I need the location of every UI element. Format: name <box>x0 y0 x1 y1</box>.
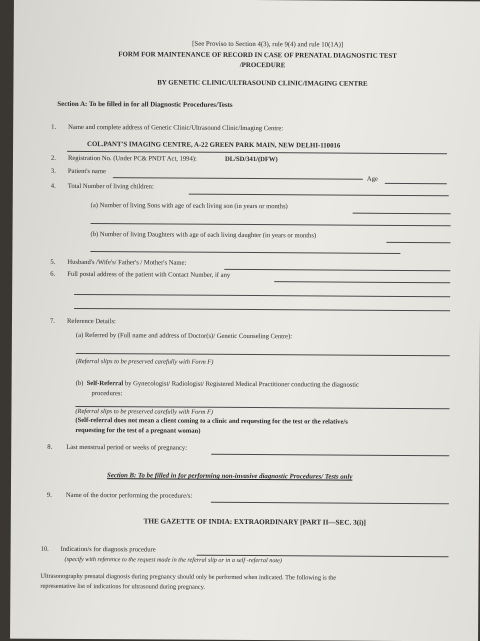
lmp-field[interactable] <box>211 454 449 456</box>
section-a-heading <box>57 102 232 110</box>
living-sons-field[interactable] <box>353 213 451 215</box>
item4-label: Total Number of living children: <box>67 182 154 191</box>
item6-label: Full postal address of the patient with Contact Number, if any <box>67 270 231 279</box>
self-referral-note-line2: requesting for the test of a pregnant woman) <box>75 426 201 435</box>
referred-by-field[interactable] <box>76 353 450 356</box>
item4-number: 4. <box>50 182 56 190</box>
form-f-document <box>10 0 480 641</box>
item1-label: Name and complete address of Genetic Clinic/Ultrasound Clinic/Imaging Centre: <box>68 123 284 133</box>
living-children-field[interactable] <box>189 194 449 197</box>
item9-number: 9. <box>46 491 52 499</box>
item8-label: Last menstrual period or weeks of pregnancy: <box>66 443 188 452</box>
form-title-line1: FORM FOR MAINTENANCE OF RECORD IN CASE OF PRENATAL DIAGNOSTIC TEST <box>118 51 397 60</box>
item10-note: (specify with reference to the request made in the referral slip or in a self -referral note) <box>64 555 282 565</box>
item5-number: 5. <box>50 258 56 266</box>
item1-underline <box>67 151 447 154</box>
item5-label: Husband's /Wife's/ Father's / Mother's Name: <box>67 258 187 267</box>
footer-text-line2: representative list of indications for ultrasound during pregnancy. <box>40 582 206 591</box>
referral-slip-note-b: (Referral slips to be preserved carefully with Form F) <box>75 407 214 416</box>
item7-label: Reference Details: <box>66 317 116 326</box>
patient-name-label: Patient's name <box>67 167 106 176</box>
item7b-text: by Gynecologist/ Radiologist/ Registered Medical Practitioner conducting the diagnostic <box>124 380 359 389</box>
item7b-label <box>76 381 359 389</box>
self-referral-label: Self-Referral <box>86 380 124 388</box>
living-daughters-field-line2[interactable] <box>90 251 400 254</box>
item7b-text-line2: procedures: <box>91 390 123 398</box>
item7b-prefix: (b) <box>75 379 84 388</box>
item10-number: 10. <box>40 545 49 553</box>
proviso-reference: [See Proviso to Section 4(3), rule 9(4) and rule 10(1A)] <box>192 40 344 49</box>
living-daughters-field[interactable] <box>386 242 450 243</box>
item6-number: 6. <box>50 270 56 278</box>
item10-label: Indication/s for diagnosis procedure <box>60 545 156 554</box>
patient-name-field[interactable] <box>113 177 363 180</box>
item1-number: 1. <box>51 123 57 131</box>
referral-slip-note-a: (Referral slips to be preserved carefully with Form F) <box>75 357 214 366</box>
footer-text-line1: Ultrasonography prenatal diagnosis during pregnancy should only be performed when indicated. The following is the <box>40 572 337 582</box>
item7-number: 7. <box>49 317 55 325</box>
item8-number: 8. <box>47 443 53 451</box>
item3-number: 3. <box>50 167 56 175</box>
gazette-header: THE GAZETTE OF INDIA: EXTRAORDINARY [PART II—SEC. 3(i)] <box>143 517 366 527</box>
section-a-heading-text: Section A: To be filled in for all Diagnostic Procedures/Tests <box>57 100 233 109</box>
clinic-address-value: COL.PANT'S IMAGING CENTRE, A-22 GREEN PARK MAIN, NEW DELHI-110016 <box>87 141 341 150</box>
item2-number: 2. <box>50 154 56 162</box>
item4b-label: (b) Number of living Daughters with age of each living daughter (in years or months) <box>90 231 317 240</box>
relative-name-field[interactable] <box>224 269 450 271</box>
postal-address-field-line2[interactable] <box>74 294 450 297</box>
item2-label: Registration No. (Under PC& PNDT Act, 1994): <box>67 154 197 163</box>
registration-number-value: DL/SD/341/(DFW) <box>224 155 278 164</box>
self-referral-note-line1: (Self-referral does not mean a client coming to a clinic and requesting for the test or the relative/s <box>75 416 348 426</box>
doctor-name-field[interactable] <box>211 502 449 504</box>
form-title-line3: BY GENETIC CLINIC/ULTRASOUND CLINIC/IMAGING CENTRE <box>157 79 368 88</box>
item9-label: Name of the doctor performing the procedure/s: <box>65 491 193 500</box>
item7a-label: (a) Referred by (Full name and address of Doctor(s)/ Genetic Counseling Centre): <box>75 331 293 341</box>
postal-address-field-line3[interactable] <box>74 308 450 311</box>
item4a-label: (a) Number of living Sons with age of each living son (in years or months) <box>90 202 288 211</box>
living-sons-field-line2[interactable] <box>91 223 451 226</box>
form-title-line2: /PROCEDURE <box>239 61 286 70</box>
section-b-heading: Section B: To be filled in for performing non-invasive diagnostic Procedures/ Tests only <box>107 472 353 481</box>
postal-address-field[interactable] <box>274 281 450 283</box>
age-label: Age <box>366 175 378 183</box>
age-field[interactable] <box>385 183 447 184</box>
